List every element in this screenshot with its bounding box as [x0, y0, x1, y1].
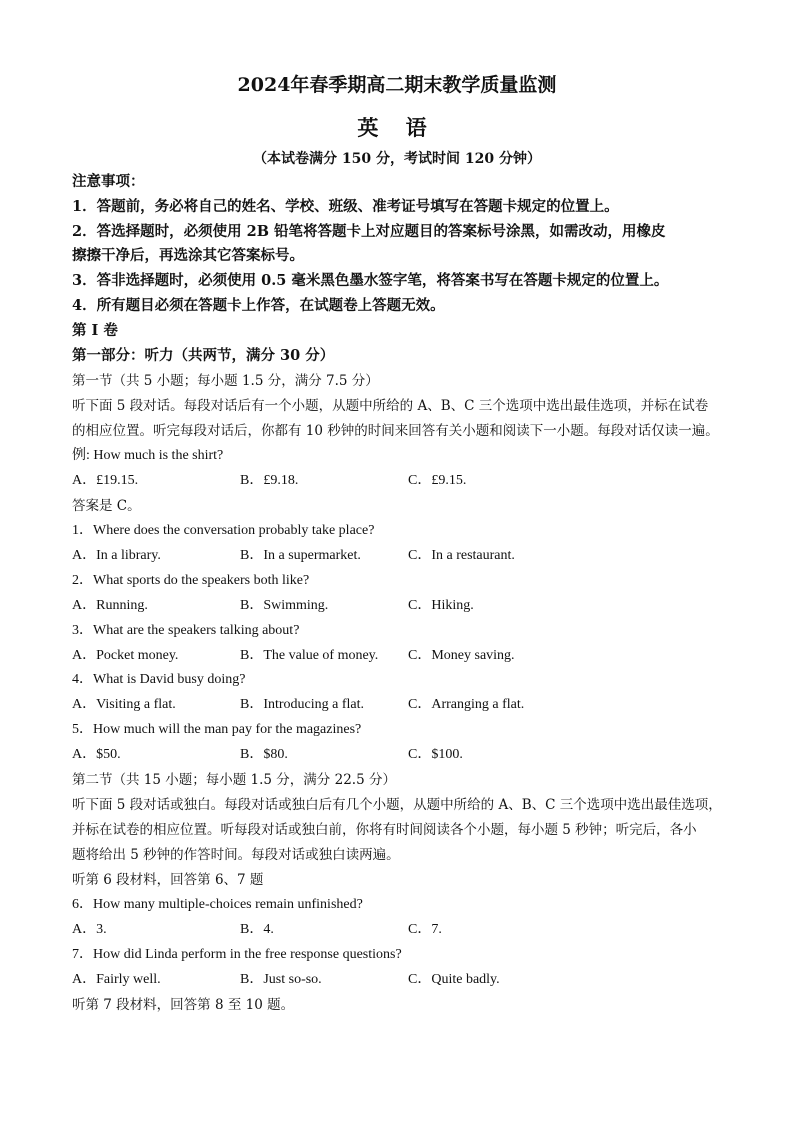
volume-heading: 第 Ⅰ 卷: [72, 322, 118, 339]
section2-instruction-1: 听下面 5 段对话或独白。每段对话或独白后有几个小题，从题中所给的 A、B、C 三个选项中选出最佳选项，: [72, 797, 722, 813]
q1-option-b: B．In a supermarket.: [240, 548, 361, 563]
question-4: 4．What is David busy doing?: [72, 672, 246, 687]
section1-instruction-1: 听下面 5 段对话。每段对话后有一个小题，从题中所给的 A、B、C 三个选项中选出最佳选项，并标在试卷: [72, 398, 709, 414]
q7-option-c: C．Quite badly.: [408, 972, 500, 987]
q2-option-c: C．Hiking.: [408, 598, 474, 613]
section1-heading: 第一节（共 5 小题；每小题 1.5 分，满分 7.5 分）: [72, 373, 379, 389]
section2-instruction-3: 题将给出 5 秒钟的作答时间。每段对话或独白读两遍。: [72, 847, 400, 863]
example-question: 例: How much is the shirt?: [72, 448, 224, 463]
q4-option-a: A．Visiting a flat.: [72, 697, 176, 712]
notice-item-1: 1．答题前，务必将自己的姓名、学校、班级、准考证号填写在答题卡规定的位置上。: [72, 198, 619, 215]
material-7-heading: 听第 7 段材料，回答第 8 至 10 题。: [72, 997, 295, 1013]
q4-option-b: B．Introducing a flat.: [240, 697, 365, 712]
question-5: 5．How much will the man pay for the magazines?: [72, 722, 362, 737]
question-1: 1．Where does the conversation probably take place?: [72, 523, 375, 538]
q6-option-c: C．7.: [408, 922, 442, 937]
q5-option-c: C．$100.: [408, 747, 463, 762]
q6-option-a: A．3.: [72, 922, 107, 937]
section2-heading: 第二节（共 15 小题；每小题 1.5 分，满分 22.5 分）: [72, 772, 396, 788]
notice-heading: 注意事项：: [72, 173, 145, 190]
exam-title: 2024年春季期高二期末教学质量监测: [237, 74, 557, 96]
question-2: 2．What sports do the speakers both like?: [72, 573, 310, 588]
q1-option-c: C．In a restaurant.: [408, 548, 515, 563]
material-6-heading: 听第 6 段材料，回答第 6、7 题: [72, 872, 264, 888]
q7-option-b: B．Just so-so.: [240, 972, 322, 987]
q5-option-a: A．$50.: [72, 747, 121, 762]
q3-option-c: C．Money saving.: [408, 648, 515, 663]
q3-option-a: A．Pocket money.: [72, 648, 179, 663]
subject-title: 英 语: [357, 115, 437, 140]
q3-option-b: B．The value of money.: [240, 648, 379, 663]
notice-item-3: 3．答非选择题时，必须使用 0.5 毫米黑色墨水签字笔，将答案书写在答题卡规定的位置上。: [72, 272, 669, 289]
part1-heading: 第一部分：听力（共两节，满分 30 分）: [72, 347, 335, 364]
notice-item-2a: 2．答选择题时，必须使用 2B 铅笔将答题卡上对应题目的答案标号涂黑，如需改动，用橡皮: [72, 223, 666, 240]
q6-option-b: B．4.: [240, 922, 274, 937]
exam-note: （本试卷满分 150 分，考试时间 120 分钟）: [253, 151, 541, 167]
q2-option-a: A．Running.: [72, 598, 148, 613]
section2-instruction-2: 并标在试卷的相应位置。听每段对话或独白前，你将有时间阅读各个小题，每小题 5 秒钟；听完后，各小: [72, 822, 697, 838]
q5-option-b: B．$80.: [240, 747, 288, 762]
q1-option-a: A．In a library.: [72, 548, 161, 563]
example-option-a: A．£19.15.: [72, 473, 139, 488]
q2-option-b: B．Swimming.: [240, 598, 329, 613]
question-6: 6．How many multiple-choices remain unfinished?: [72, 897, 363, 912]
example-answer: 答案是 C。: [72, 498, 141, 514]
example-option-c: C．£9.15.: [408, 473, 467, 488]
q4-option-c: C．Arranging a flat.: [408, 697, 525, 712]
question-7: 7．How did Linda perform in the free response questions?: [72, 947, 402, 962]
notice-item-4: 4．所有题目必须在答题卡上作答，在试题卷上答题无效。: [72, 297, 445, 314]
example-option-b: B．£9.18.: [240, 473, 299, 488]
notice-item-2b: 擦擦干净后，再选涂其它答案标号。: [72, 247, 304, 264]
q7-option-a: A．Fairly well.: [72, 972, 161, 987]
section1-instruction-2: 的相应位置。听完每段对话后，你都有 10 秒钟的时间来回答有关小题和阅读下一小题。每段对话仅读一遍。: [72, 423, 719, 439]
question-3: 3．What are the speakers talking about?: [72, 623, 300, 638]
